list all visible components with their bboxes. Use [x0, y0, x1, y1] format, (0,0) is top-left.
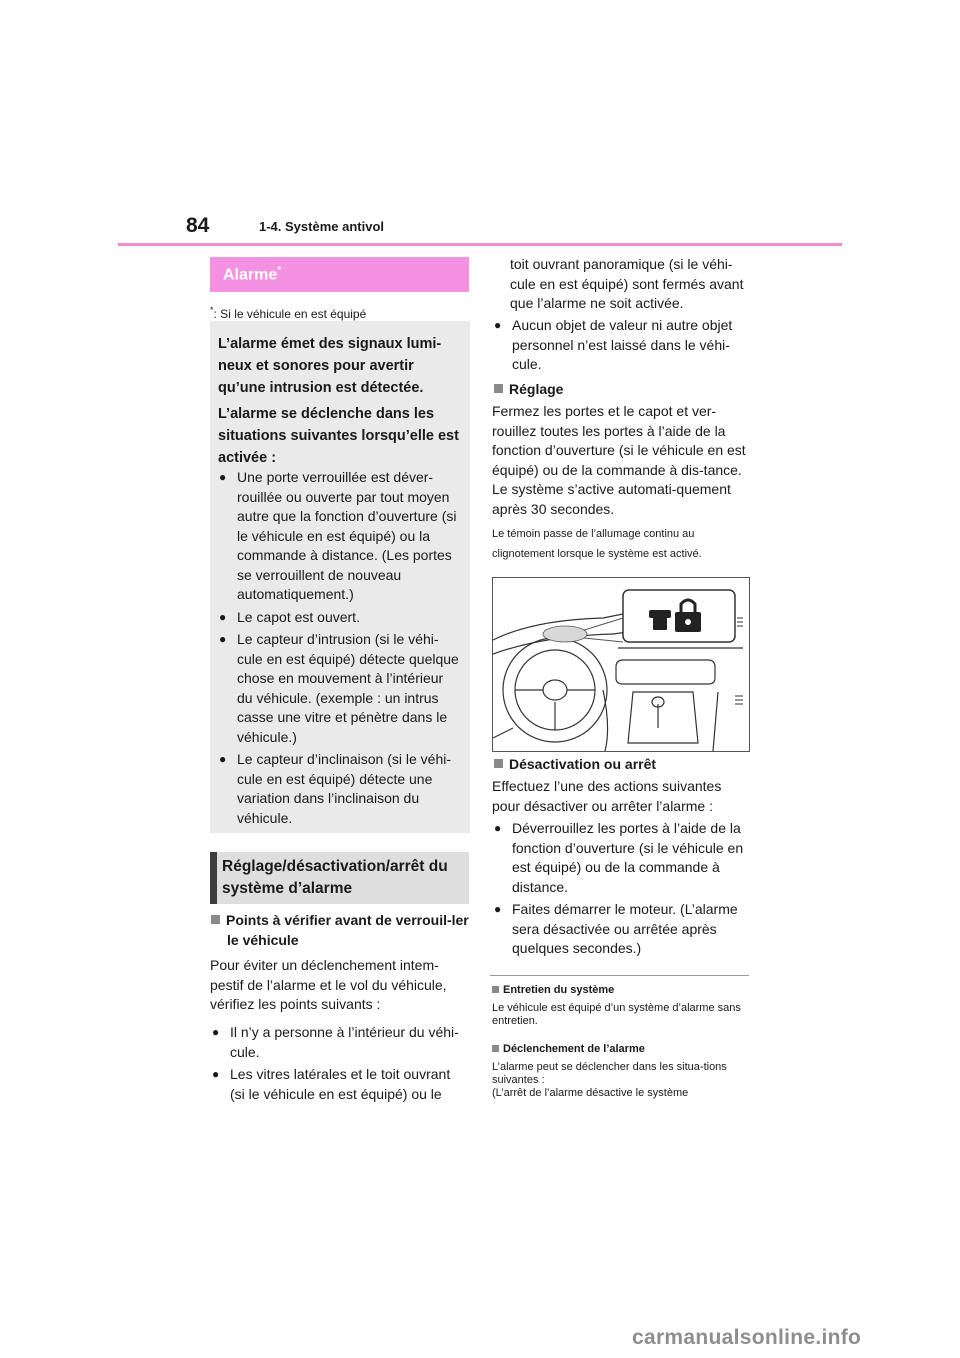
notes-divider — [490, 975, 749, 976]
maintenance-text: Le véhicule est équipé d’un système d’alarme sans entretien. — [492, 1002, 741, 1027]
list-item: ● Une porte verrouillée est déver-rouillée ou ouverte par tout moyen autre que la fonction d’ouverture (si le véhicule en est équipé) ou la commande à distance. (Les portes se verrouillent de nouveau automatiquement.) — [219, 468, 459, 605]
check-list-continued — [494, 316, 746, 378]
settings-title-bar — [210, 852, 469, 904]
deactivate-heading: Désactivation ou arrêt — [494, 755, 656, 775]
deactivate-intro: Effectuez l’une des actions suivantes pour désactiver ou arrêter l’alarme : — [492, 778, 722, 814]
trigger-text: L’alarme peut se déclencher dans les situa-tions suivantes : (L’arrêt de l’alarme désactive le système — [492, 1061, 727, 1099]
alarm-intro: L’alarme émet des signaux lumi-neux et sonores pour avertir qu’une intrusion est détectée. L’alarme se déclenche dans les situations suivantes lorsqu’elle est activée : — [218, 336, 459, 466]
page-number: 84 — [186, 214, 210, 237]
check-list — [212, 1023, 468, 1107]
deactivate-list — [494, 819, 746, 962]
settings-title: Réglage/désactivation/arrêt du système d’alarme — [222, 858, 448, 897]
square-bullet-icon — [492, 986, 499, 993]
list-item: ● Faites démarrer le moteur. (L’alarme sera désactivée ou arrêtée après quelques secondes.) — [494, 900, 746, 959]
square-bullet-icon — [494, 759, 503, 768]
check-item-continued: toit ouvrant panoramique (si le véhi-cule en est équipé) sont fermés avant que l’alarme ne soit activée. — [510, 256, 744, 311]
maintenance-heading: Entretien du système — [492, 984, 614, 996]
setting-text: Fermez les portes et le capot et ver-rouillez toutes les portes à l’aide de la fonction d’ouverture (si le véhicule en est équipé) ou de la commande à dis-tance. Le système s’active automati-quement après 30 secondes. — [492, 403, 746, 517]
section-accent — [210, 852, 217, 904]
setting-note: Le témoin passe de l’allumage continu au clignotement lorsque le système est activé. — [492, 528, 702, 560]
alarm-trigger-list — [219, 468, 459, 831]
square-bullet-icon — [492, 1045, 499, 1052]
list-item: ● Il n’y a personne à l’intérieur du véhi-cule. — [212, 1023, 468, 1062]
square-bullet-icon — [211, 915, 220, 924]
footnote: *: Si le véhicule en est équipé — [210, 305, 367, 321]
list-item: ● Le capteur d’intrusion (si le véhi-cule en est équipé) détecte quelque chose en mouvement à l’intérieur du véhicule. (exemple : un intrus casse une vitre et pénètre dans le véhicule.) — [219, 630, 459, 747]
chapter-title: 1-4. Système antivol — [259, 219, 384, 234]
list-item: ● Le capteur d’inclinaison (si le véhi-cule en est équipé) détecte une variation dans l’inclinaison du véhicule. — [219, 750, 459, 828]
square-bullet-icon — [494, 384, 503, 393]
list-item: ● Aucun objet de valeur ni autre objet personnel n’est laissé dans le véhi-cule. — [494, 316, 746, 375]
list-item: ● Le capot est ouvert. — [219, 608, 459, 628]
dashboard-illustration — [492, 577, 750, 752]
check-heading: Points à vérifier avant de verrouil-ler le véhicule — [211, 911, 482, 950]
setting-heading: Réglage — [494, 380, 563, 400]
trigger-heading: Déclenchement de l’alarme — [492, 1043, 645, 1055]
alarm-title: Alarme* — [223, 265, 282, 284]
list-item: ● Déverrouillez les portes à l’aide de la fonction d’ouverture (si le véhicule en est équipé) ou de la commande à distance. — [494, 819, 746, 897]
header-rule — [118, 243, 842, 246]
list-item: ● Les vitres latérales et le toit ouvrant (si le véhicule en est équipé) ou le — [212, 1065, 468, 1104]
alarm-title-bar — [210, 257, 469, 292]
dashboard-drawing — [493, 578, 749, 751]
watermark: carmanualsonline.info — [632, 1326, 862, 1349]
check-intro: Pour éviter un déclenchement intem-pestif de l’alarme et le vol du véhicule, vérifiez les points suivants : — [210, 957, 447, 1012]
